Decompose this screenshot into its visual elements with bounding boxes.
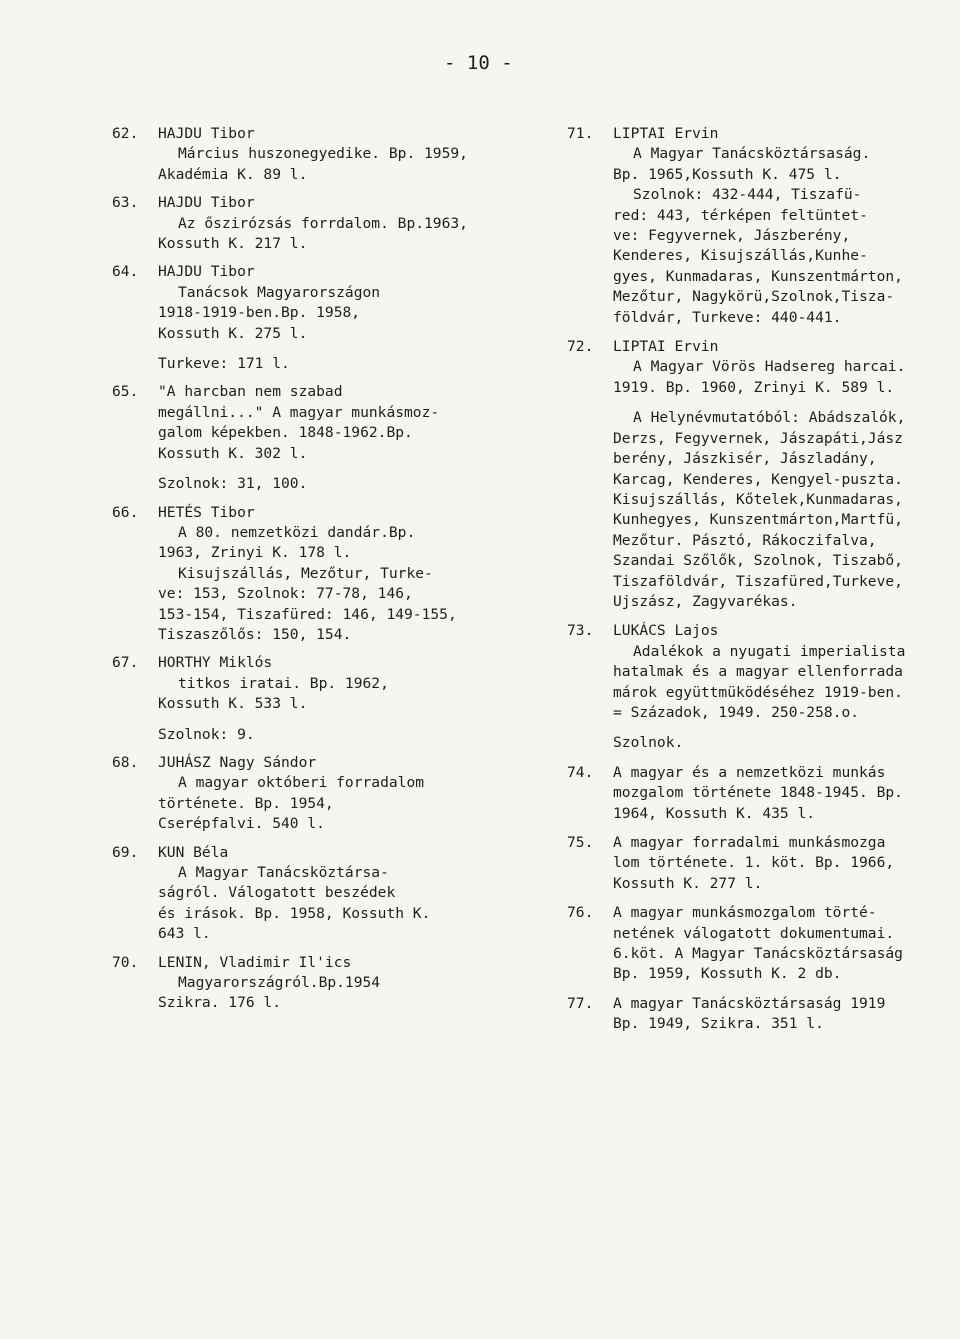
entry-line: LUKÁCS Lajos (613, 622, 719, 640)
entry-number: 71. (567, 125, 594, 142)
entry-number: 65. (112, 383, 139, 401)
entry-number: 62. (112, 125, 139, 142)
entry-line: gyes, Kunmadaras, Kunszentmárton, (613, 267, 903, 285)
entry-line: A 80. nemzetközi dandár.Bp. (178, 523, 416, 541)
entry-line: földvár, Turkeve: 440-441. (613, 308, 842, 326)
bibliography-entry (567, 763, 957, 824)
entry-line: LENIN, Vladimir Il'ics (158, 953, 352, 971)
bibliography-entry (112, 843, 512, 945)
entry-line: Szolnok: 432-444, Tiszafü- (633, 186, 862, 204)
entry-line: JUHÁSZ Nagy Sándor (158, 753, 317, 771)
entry-line: Kossuth K. 217 l. (158, 235, 308, 253)
entry-line: Kossuth K. 277 l. (613, 874, 763, 892)
entry-line: Tiszaszőlős: 150, 154. (158, 625, 352, 643)
entry-line: Tanácsok Magyarországon (178, 283, 381, 301)
entry-number: 75. (567, 834, 594, 851)
bibliography-entry (567, 833, 957, 894)
bibliography-entry (112, 382, 512, 494)
entry-number: 63. (112, 194, 139, 212)
entry-line: ve: Fegyvernek, Jászberény, (613, 227, 851, 245)
entry-line: 643 l. (158, 925, 211, 943)
entry-line: Bp. 1965,Kossuth K. 475 l. (613, 165, 842, 183)
entry-line: Kossuth K. 302 l. (158, 444, 308, 462)
bibliography-entry (567, 903, 957, 985)
entry-line: red: 443, térképen feltüntet- (613, 206, 868, 224)
entry-line: galom képekben. 1848-1962.Bp. (158, 424, 413, 442)
entry-number: 72. (567, 338, 594, 356)
entry-line: Tiszaföldvár, Tiszafüred,Turkeve, (613, 572, 903, 590)
entry-number: 76. (567, 904, 594, 922)
entry-number: 68. (112, 753, 139, 771)
entry-line: Szolnok: 31, 100. (158, 475, 308, 493)
entry-line: "A harcban nem szabad (158, 383, 343, 401)
entry-line: A Magyar Tanácsköztársa- (178, 864, 389, 881)
entry-line: 1964, Kossuth K. 435 l. (613, 804, 816, 822)
entry-line: Kunhegyes, Kunszentmárton,Martfü, (613, 511, 903, 529)
bibliography-entry (567, 994, 957, 1035)
bibliography-entry (112, 653, 512, 745)
entry-line: Magyarországról.Bp.1954 (178, 974, 381, 992)
entry-line: Szolnok. (613, 734, 684, 752)
entry-line: Szolnok: 9. (158, 725, 255, 743)
entry-line: és irások. Bp. 1958, Kossuth K. (158, 904, 431, 922)
bibliography-entry (112, 262, 512, 374)
entry-line: története. Bp. 1954, (158, 794, 334, 812)
entry-line: Kisujszállás, Kőtelek,Kunmadaras, (613, 490, 903, 508)
entry-number: 73. (567, 622, 594, 640)
bibliography-entry (112, 953, 512, 1014)
entry-line: ve: 153, Szolnok: 77-78, 146, (158, 585, 413, 603)
entry-line: KUN Béla (158, 843, 229, 861)
entry-number: 69. (112, 843, 139, 861)
entry-line: A magyar és a nemzetközi munkás (613, 763, 886, 781)
entry-line: ságról. Válogatott beszédek (158, 884, 396, 902)
entry-line: márok együttmüködéséhez 1919-ben. (613, 683, 903, 701)
entry-line: 153-154, Tiszafüred: 146, 149-155, (158, 605, 457, 623)
entry-number: 66. (112, 503, 139, 521)
entry-line: HETÉS Tibor (158, 503, 255, 521)
right-column (567, 124, 957, 1044)
entry-line: Kossuth K. 275 l. (158, 324, 308, 342)
bibliography-entry (112, 503, 512, 646)
entry-line: HAJDU Tibor (158, 194, 255, 212)
entry-number: 77. (567, 994, 594, 1012)
entry-line: Szandai Szőlők, Szolnok, Tiszabő, (613, 552, 903, 570)
entry-line: HORTHY Miklós (158, 654, 273, 672)
entry-line: Karcag, Kenderes, Kengyel-puszta. (613, 470, 903, 488)
entry-line: Adalékok a nyugati imperialista (633, 642, 906, 660)
entry-line: Az őszirózsás forrdalom. Bp.1963, (178, 214, 468, 232)
entry-line: HAJDU Tibor (158, 125, 255, 142)
entry-line: Akadémia K. 89 l. (158, 165, 308, 183)
bibliography-entry (112, 124, 512, 185)
entry-line: LIPTAI Ervin (613, 338, 719, 356)
entry-line: mozgalom története 1848-1945. Bp. (613, 784, 903, 802)
entry-line: 1918-1919-ben.Bp. 1958, (158, 304, 361, 322)
left-column (112, 124, 512, 1022)
entry-line: Bp. 1949, Szikra. 351 l. (613, 1015, 824, 1033)
entry-line: A magyar októberi forradalom (178, 774, 425, 792)
entry-line: 1919. Bp. 1960, Zrinyi K. 589 l. (613, 378, 895, 396)
entry-line: titkos iratai. Bp. 1962, (178, 674, 389, 692)
entry-line: megállni..." A magyar munkásmoz- (158, 403, 440, 421)
entry-line: A magyar munkásmozgalom törté- (613, 904, 877, 922)
entry-line: Cserépfalvi. 540 l. (158, 815, 325, 833)
entry-line: 1963, Zrinyi K. 178 l. (158, 544, 352, 562)
entry-line: Ujszász, Zagyvarékas. (613, 592, 798, 610)
page-number: - 10 - (444, 52, 513, 74)
entry-line: netének válogatott dokumentumai. (613, 924, 895, 942)
entry-line: A magyar forradalmi munkásmozga (613, 834, 886, 851)
entry-line: A Magyar Tanácsköztársaság. (633, 145, 871, 163)
entry-line: A Magyar Vörös Hadsereg harcai. (633, 358, 906, 376)
entry-line: lom története. 1. köt. Bp. 1966, (613, 854, 895, 872)
entry-line: Kisujszállás, Mezőtur, Turke- (178, 564, 433, 582)
entry-line: Szikra. 176 l. (158, 994, 282, 1012)
entry-line: Mezőtur, Nagykörü,Szolnok,Tisza- (613, 288, 895, 306)
entry-number: 64. (112, 263, 139, 281)
entry-line: A Helynévmutatóból: Abádszalók, (633, 409, 906, 427)
entry-line: LIPTAI Ervin (613, 125, 719, 142)
entry-line: A magyar Tanácsköztársaság 1919 (613, 994, 886, 1012)
entry-line: Derzs, Fegyvernek, Jászapáti,Jász (613, 429, 903, 447)
entry-number: 67. (112, 654, 139, 672)
entry-line: Bp. 1959, Kossuth K. 2 db. (613, 965, 842, 983)
bibliography-entry (567, 621, 957, 753)
entry-line: Március huszonegyedike. Bp. 1959, (178, 145, 468, 163)
bibliography-entry (567, 124, 957, 328)
entry-line: = Századok, 1949. 250-258.o. (613, 703, 860, 721)
entry-line: Turkeve: 171 l. (158, 355, 290, 373)
entry-line: HAJDU Tibor (158, 263, 255, 281)
entry-number: 74. (567, 763, 594, 781)
bibliography-entry (112, 753, 512, 835)
entry-number: 70. (112, 953, 139, 971)
entry-line: Mezőtur. Pásztó, Rákoczifalva, (613, 531, 877, 549)
entry-line: hatalmak és a magyar ellenforrada (613, 663, 903, 681)
entry-line: 6.köt. A Magyar Tanácsköztársaság (613, 945, 903, 963)
bibliography-entry (112, 193, 512, 254)
entry-line: berény, Jászkisér, Jászladány, (613, 450, 877, 468)
entry-line: Kenderes, Kisujszállás,Kunhe- (613, 247, 868, 265)
entry-line: Kossuth K. 533 l. (158, 695, 308, 713)
bibliography-entry (567, 337, 957, 612)
